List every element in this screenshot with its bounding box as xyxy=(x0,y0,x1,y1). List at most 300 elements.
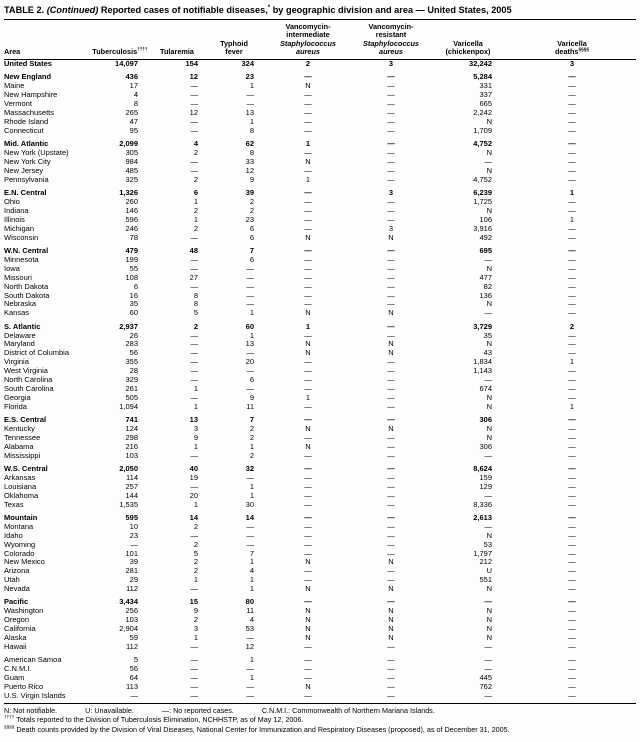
area-cell: Indiana xyxy=(4,206,29,215)
value-cell-typhoid-fever: 1 xyxy=(249,558,254,567)
table-row xyxy=(4,483,636,492)
value-cell-typhoid-fever: 7 xyxy=(249,549,254,558)
value-cell-varicella-chickenpox: N xyxy=(486,206,492,215)
value-cell-tularemia: 1 xyxy=(193,384,198,393)
table-row xyxy=(4,376,636,385)
value-cell-tuberculosis: 47 xyxy=(129,118,138,127)
header-line: Varicella xyxy=(453,38,483,48)
value-cell-tularemia: 27 xyxy=(189,273,198,282)
header-footnote-marker: †††† xyxy=(137,47,148,53)
table-row xyxy=(4,625,636,634)
value-cell-vancomycin-resistant-staphylococcus-aureus: — xyxy=(387,500,395,509)
value-cell-vancomycin-resistant-staphylococcus-aureus: — xyxy=(387,126,395,135)
table-header xyxy=(4,20,636,59)
value-cell-vancomycin-resistant-staphylococcus-aureus: — xyxy=(387,513,395,522)
value-cell-vancomycin-intermediate-staphylococcus-aureus: — xyxy=(304,264,312,273)
value-cell-varicella-chickenpox: — xyxy=(484,255,492,264)
value-cell-vancomycin-resistant-staphylococcus-aureus: — xyxy=(387,473,395,482)
value-cell-vancomycin-intermediate-staphylococcus-aureus: — xyxy=(304,433,312,442)
header-line: Vancomycin- xyxy=(368,22,414,31)
area-cell: E.S. Central xyxy=(4,416,47,425)
value-cell-typhoid-fever: 7 xyxy=(249,246,254,255)
area-cell: Alabama xyxy=(4,442,34,451)
value-cell-vancomycin-resistant-staphylococcus-aureus: — xyxy=(387,322,395,331)
value-cell-tuberculosis: 199 xyxy=(125,255,138,264)
value-cell-varicella-chickenpox: N xyxy=(486,433,492,442)
area-cell: Mid. Atlantic xyxy=(4,140,49,149)
value-cell-vancomycin-intermediate-staphylococcus-aureus: — xyxy=(304,189,312,198)
value-cell-vancomycin-resistant-staphylococcus-aureus: — xyxy=(387,522,395,531)
value-cell-tularemia: 12 xyxy=(189,109,198,118)
column-header-tuberculosis xyxy=(92,23,148,56)
value-cell-vancomycin-intermediate-staphylococcus-aureus: — xyxy=(304,576,312,585)
value-cell-tuberculosis: 144 xyxy=(125,491,138,500)
value-cell-varicella-chickenpox: 3,916 xyxy=(473,224,492,233)
value-cell-vancomycin-resistant-staphylococcus-aureus: — xyxy=(387,567,395,576)
value-cell-typhoid-fever: — xyxy=(246,683,254,691)
value-cell-vancomycin-intermediate-staphylococcus-aureus: — xyxy=(304,473,312,482)
area-cell: District of Columbia xyxy=(4,349,70,358)
value-cell-varicella-chickenpox: 32,242 xyxy=(469,59,492,69)
value-cell-vancomycin-resistant-staphylococcus-aureus: — xyxy=(387,393,395,402)
table-row xyxy=(4,234,636,243)
value-cell-typhoid-fever: 62 xyxy=(245,140,254,149)
value-cell-typhoid-fever: 6 xyxy=(249,233,254,242)
value-cell-vancomycin-intermediate-staphylococcus-aureus: — xyxy=(304,331,312,340)
table-row xyxy=(4,256,636,265)
table-title-desc: Reported cases of notifiable diseases, xyxy=(100,5,268,15)
value-cell-tuberculosis: 741 xyxy=(125,416,138,425)
value-cell-tuberculosis: 78 xyxy=(129,233,138,242)
value-cell-tularemia: — xyxy=(190,585,198,594)
value-cell-varicella-deaths: — xyxy=(568,531,576,540)
table-row xyxy=(4,323,636,332)
value-cell-varicella-deaths: — xyxy=(568,522,576,531)
value-cell-typhoid-fever: 6 xyxy=(249,224,254,233)
value-cell-tularemia: 8 xyxy=(193,300,198,309)
value-cell-vancomycin-resistant-staphylococcus-aureus: — xyxy=(387,291,395,300)
area-cell: Washington xyxy=(4,607,44,616)
value-cell-varicella-chickenpox: 5,284 xyxy=(473,73,492,82)
value-cell-tularemia: 1 xyxy=(193,576,198,585)
value-cell-vancomycin-intermediate-staphylococcus-aureus: — xyxy=(304,273,312,282)
value-cell-vancomycin-intermediate-staphylococcus-aureus: — xyxy=(304,358,312,367)
value-cell-tularemia: — xyxy=(190,367,198,376)
value-cell-varicella-chickenpox: 1,709 xyxy=(473,126,492,135)
value-cell-typhoid-fever: 11 xyxy=(246,402,254,411)
value-cell-tuberculosis: 56 xyxy=(129,665,138,674)
value-cell-varicella-chickenpox: 1,834 xyxy=(473,358,492,367)
area-cell: Pacific xyxy=(4,598,29,607)
value-cell-tularemia: — xyxy=(190,340,198,349)
table-row xyxy=(4,550,636,559)
value-cell-varicella-deaths: — xyxy=(568,585,576,594)
value-cell-varicella-chickenpox: 35 xyxy=(483,331,492,340)
value-cell-typhoid-fever: 9 xyxy=(249,175,254,184)
value-cell-vancomycin-intermediate-staphylococcus-aureus: 1 xyxy=(305,393,311,402)
value-cell-typhoid-fever: 1 xyxy=(249,585,254,594)
area-cell: W.S. Central xyxy=(4,464,48,473)
value-cell-tularemia: 2 xyxy=(193,558,198,567)
value-cell-typhoid-fever: 1 xyxy=(249,331,254,340)
value-cell-varicella-chickenpox: — xyxy=(484,522,492,531)
area-cell: Hawaii xyxy=(4,642,27,651)
value-cell-tularemia: — xyxy=(190,656,198,665)
table-row xyxy=(4,149,636,158)
value-cell-varicella-chickenpox: — xyxy=(484,451,492,460)
value-cell-tuberculosis: 59 xyxy=(129,634,138,643)
value-cell-varicella-deaths: 1 xyxy=(569,215,575,224)
table-row xyxy=(4,465,636,474)
value-cell-typhoid-fever: 9 xyxy=(249,393,254,402)
table-row xyxy=(4,665,636,674)
value-cell-varicella-chickenpox: 1,797 xyxy=(473,549,492,558)
area-cell: New York City xyxy=(4,158,51,167)
value-cell-vancomycin-resistant-staphylococcus-aureus: — xyxy=(387,282,395,291)
header-line: fever xyxy=(225,46,243,56)
header-line: aureus xyxy=(379,46,403,56)
value-cell-typhoid-fever: 12 xyxy=(245,166,254,175)
value-cell-varicella-deaths: — xyxy=(568,384,576,393)
table-title-desc2: by geographic division and area — United States, 2005 xyxy=(272,5,512,15)
table-row xyxy=(4,176,636,185)
table-row xyxy=(4,514,636,523)
value-cell-typhoid-fever: 2 xyxy=(249,424,254,433)
value-cell-tularemia: — xyxy=(190,482,198,491)
data-table xyxy=(4,59,636,701)
value-cell-vancomycin-intermediate-staphylococcus-aureus: N xyxy=(305,585,311,594)
value-cell-typhoid-fever: — xyxy=(246,473,254,482)
value-cell-varicella-chickenpox: 129 xyxy=(479,482,492,491)
value-cell-tularemia: — xyxy=(190,82,198,91)
value-cell-vancomycin-intermediate-staphylococcus-aureus: — xyxy=(304,166,312,175)
value-cell-typhoid-fever: 1 xyxy=(249,309,254,318)
value-cell-typhoid-fever: — xyxy=(246,100,254,109)
value-cell-varicella-chickenpox: 492 xyxy=(479,233,492,242)
table-row xyxy=(4,367,636,376)
value-cell-varicella-deaths: — xyxy=(568,264,576,273)
value-cell-varicella-chickenpox: N xyxy=(486,118,492,127)
value-cell-tuberculosis: 35 xyxy=(129,300,138,309)
area-cell: Texas xyxy=(4,500,24,509)
value-cell-varicella-deaths: — xyxy=(568,82,576,91)
value-cell-varicella-deaths: — xyxy=(568,300,576,309)
area-cell: New Hampshire xyxy=(4,91,58,100)
value-cell-tuberculosis: 485 xyxy=(125,166,138,175)
value-cell-vancomycin-intermediate-staphylococcus-aureus: N xyxy=(305,424,311,433)
value-cell-vancomycin-resistant-staphylococcus-aureus: — xyxy=(387,491,395,500)
value-cell-tularemia: 2 xyxy=(193,322,198,331)
area-cell: Montana xyxy=(4,522,34,531)
value-cell-varicella-chickenpox: 762 xyxy=(479,683,492,691)
value-cell-varicella-deaths: — xyxy=(568,656,576,665)
area-cell: New England xyxy=(4,73,52,82)
area-cell: Pennsylvania xyxy=(4,175,49,184)
value-cell-varicella-chickenpox: 306 xyxy=(479,416,492,425)
value-cell-typhoid-fever: 2 xyxy=(249,451,254,460)
value-cell-tuberculosis: 124 xyxy=(125,424,138,433)
value-cell-typhoid-fever: 20 xyxy=(245,358,254,367)
value-cell-varicella-chickenpox: N xyxy=(486,625,492,634)
area-cell: Oklahoma xyxy=(4,491,39,500)
area-cell: Virginia xyxy=(4,358,29,367)
area-cell: U.S. Virgin Islands xyxy=(4,691,66,700)
table-row xyxy=(4,674,636,683)
value-cell-varicella-deaths: 1 xyxy=(569,189,575,198)
value-cell-vancomycin-intermediate-staphylococcus-aureus: — xyxy=(304,491,312,500)
table-row xyxy=(4,532,636,541)
value-cell-vancomycin-intermediate-staphylococcus-aureus: 1 xyxy=(305,140,311,149)
value-cell-vancomycin-resistant-staphylococcus-aureus: N xyxy=(388,607,394,616)
value-cell-tularemia: — xyxy=(190,376,198,385)
value-cell-vancomycin-intermediate-staphylococcus-aureus: N xyxy=(305,349,311,358)
value-cell-varicella-deaths: — xyxy=(568,442,576,451)
value-cell-tuberculosis: 436 xyxy=(125,73,138,82)
value-cell-varicella-chickenpox: 695 xyxy=(479,246,492,255)
value-cell-tuberculosis: 305 xyxy=(125,149,138,158)
value-cell-tuberculosis: 113 xyxy=(126,683,138,691)
value-cell-tuberculosis: 984 xyxy=(125,158,138,167)
area-cell: Mountain xyxy=(4,513,38,522)
area-cell: E.N. Central xyxy=(4,189,47,198)
value-cell-tularemia: 2 xyxy=(193,540,198,549)
header-line: Staphylococcus xyxy=(280,38,336,48)
value-cell-varicella-deaths: — xyxy=(568,634,576,643)
table-row xyxy=(4,274,636,283)
value-cell-varicella-deaths: — xyxy=(568,140,576,149)
value-cell-tuberculosis: 56 xyxy=(129,349,138,358)
value-cell-vancomycin-resistant-staphylococcus-aureus: 3 xyxy=(388,59,394,69)
value-cell-varicella-chickenpox: — xyxy=(484,642,492,651)
value-cell-tuberculosis: 29 xyxy=(129,576,138,585)
header-line: Vancomycin- xyxy=(285,22,331,31)
value-cell-vancomycin-intermediate-staphylococcus-aureus: — xyxy=(304,549,312,558)
value-cell-varicella-deaths: — xyxy=(568,607,576,616)
value-cell-varicella-deaths: — xyxy=(568,549,576,558)
header-footnote-marker: §§§§ xyxy=(578,47,590,53)
value-cell-tuberculosis: 114 xyxy=(126,473,138,482)
value-cell-vancomycin-intermediate-staphylococcus-aureus: — xyxy=(304,531,312,540)
value-cell-vancomycin-resistant-staphylococcus-aureus: — xyxy=(387,598,395,607)
value-cell-tuberculosis: 10 xyxy=(129,522,138,531)
header-line: Tuberculosis†††† xyxy=(92,46,148,56)
value-cell-vancomycin-intermediate-staphylococcus-aureus: N xyxy=(305,82,311,91)
value-cell-varicella-deaths: — xyxy=(568,149,576,158)
value-cell-vancomycin-resistant-staphylococcus-aureus: N xyxy=(388,424,394,433)
value-cell-typhoid-fever: — xyxy=(246,522,254,531)
value-cell-varicella-chickenpox: 337 xyxy=(479,91,492,100)
value-cell-vancomycin-intermediate-staphylococcus-aureus: — xyxy=(304,291,312,300)
value-cell-tuberculosis: 14,097 xyxy=(115,59,138,69)
table-row xyxy=(4,394,636,403)
value-cell-vancomycin-intermediate-staphylococcus-aureus: — xyxy=(304,384,312,393)
table-row xyxy=(4,82,636,91)
header-line: Area xyxy=(4,46,21,56)
value-cell-vancomycin-resistant-staphylococcus-aureus: — xyxy=(387,264,395,273)
value-cell-varicella-deaths: — xyxy=(568,464,576,473)
table-row xyxy=(4,541,636,550)
value-cell-varicella-deaths: — xyxy=(568,273,576,282)
table-row xyxy=(4,403,636,412)
footnote-tuberculosis xyxy=(4,715,636,724)
table-row xyxy=(4,349,636,358)
value-cell-tularemia: 20 xyxy=(189,491,198,500)
value-cell-varicella-deaths: — xyxy=(568,198,576,207)
value-cell-tuberculosis: 246 xyxy=(125,224,138,233)
value-cell-varicella-deaths: — xyxy=(568,367,576,376)
value-cell-vancomycin-resistant-staphylococcus-aureus: — xyxy=(387,118,395,127)
value-cell-vancomycin-resistant-staphylococcus-aureus: — xyxy=(387,376,395,385)
value-cell-tuberculosis: 6 xyxy=(133,282,138,291)
table-row xyxy=(4,474,636,483)
value-cell-vancomycin-resistant-staphylococcus-aureus: — xyxy=(387,175,395,184)
table-row xyxy=(4,558,636,567)
area-cell: American Samoa xyxy=(4,656,62,665)
value-cell-tularemia: 1 xyxy=(193,402,198,411)
value-cell-tuberculosis: 26 xyxy=(129,331,138,340)
value-cell-varicella-deaths: — xyxy=(568,331,576,340)
value-cell-varicella-deaths: — xyxy=(568,73,576,82)
value-cell-varicella-deaths: — xyxy=(568,558,576,567)
value-cell-vancomycin-intermediate-staphylococcus-aureus: — xyxy=(304,282,312,291)
value-cell-typhoid-fever: — xyxy=(246,384,254,393)
value-cell-vancomycin-intermediate-staphylococcus-aureus: — xyxy=(304,109,312,118)
value-cell-varicella-chickenpox: — xyxy=(484,491,492,500)
value-cell-varicella-chickenpox: — xyxy=(484,656,492,665)
table-row xyxy=(4,434,636,443)
value-cell-varicella-chickenpox: 43 xyxy=(483,349,492,358)
value-cell-tularemia: 1 xyxy=(193,442,198,451)
value-cell-typhoid-fever: — xyxy=(246,634,254,643)
value-cell-tularemia: 3 xyxy=(193,625,198,634)
value-cell-tularemia: — xyxy=(190,674,198,683)
value-cell-tuberculosis: 39 xyxy=(129,558,138,567)
table-body xyxy=(4,60,636,701)
area-cell: Alaska xyxy=(4,634,27,643)
area-cell: Nevada xyxy=(4,585,30,594)
value-cell-vancomycin-resistant-staphylococcus-aureus: — xyxy=(387,416,395,425)
footnote-varicella-deaths xyxy=(4,725,636,734)
value-cell-varicella-deaths: — xyxy=(568,576,576,585)
value-cell-tuberculosis: 1,535 xyxy=(119,500,138,509)
value-cell-typhoid-fever: 12 xyxy=(245,642,254,651)
area-cell: Oregon xyxy=(4,616,30,625)
table-row xyxy=(4,247,636,256)
table-row xyxy=(4,616,636,625)
value-cell-vancomycin-intermediate-staphylococcus-aureus: — xyxy=(304,215,312,224)
table-row xyxy=(4,189,636,198)
header-line: Varicella xyxy=(557,38,587,48)
area-cell: Idaho xyxy=(4,531,23,540)
value-cell-tularemia: 8 xyxy=(193,291,198,300)
value-cell-varicella-chickenpox: 106 xyxy=(479,215,492,224)
value-cell-tuberculosis: 103 xyxy=(125,451,138,460)
value-cell-typhoid-fever: 8 xyxy=(249,126,254,135)
table-row xyxy=(4,634,636,643)
value-cell-varicella-deaths: — xyxy=(568,291,576,300)
value-cell-varicella-chickenpox: N xyxy=(486,607,492,616)
value-cell-vancomycin-intermediate-staphylococcus-aureus: — xyxy=(304,642,312,651)
value-cell-typhoid-fever: 1 xyxy=(249,674,254,683)
value-cell-varicella-deaths: — xyxy=(568,567,576,576)
value-cell-varicella-chickenpox: N xyxy=(486,424,492,433)
area-cell: Nebraska xyxy=(4,300,37,309)
value-cell-tularemia: — xyxy=(190,691,198,700)
value-cell-tularemia: — xyxy=(190,166,198,175)
legend-unavailable: U: Unavailable. xyxy=(85,705,134,715)
area-cell: New Jersey xyxy=(4,166,44,175)
table-row xyxy=(4,340,636,349)
area-cell: New York (Upstate) xyxy=(4,149,69,158)
value-cell-typhoid-fever: 324 xyxy=(241,59,254,69)
value-cell-typhoid-fever: 4 xyxy=(249,616,254,625)
value-cell-tularemia: 154 xyxy=(185,59,198,69)
value-cell-tuberculosis: 281 xyxy=(125,567,138,576)
table-row xyxy=(4,158,636,167)
value-cell-tuberculosis: 8 xyxy=(133,100,138,109)
column-header-tularemia xyxy=(148,23,206,56)
table-title-label: TABLE 2. xyxy=(4,5,45,15)
area-cell: South Carolina xyxy=(4,384,54,393)
value-cell-varicella-chickenpox: — xyxy=(484,691,492,700)
value-cell-tuberculosis: 257 xyxy=(125,482,138,491)
value-cell-varicella-deaths: 1 xyxy=(569,358,575,367)
value-cell-typhoid-fever: 2 xyxy=(249,198,254,207)
value-cell-tuberculosis: 112 xyxy=(126,642,138,651)
value-cell-varicella-deaths: — xyxy=(568,625,576,634)
value-cell-vancomycin-intermediate-staphylococcus-aureus: — xyxy=(304,126,312,135)
value-cell-typhoid-fever: — xyxy=(246,540,254,549)
value-cell-typhoid-fever: — xyxy=(246,691,254,700)
value-cell-typhoid-fever: 80 xyxy=(245,598,254,607)
area-cell: Kansas xyxy=(4,309,30,318)
value-cell-tularemia: 1 xyxy=(193,634,198,643)
value-cell-vancomycin-intermediate-staphylococcus-aureus: — xyxy=(304,500,312,509)
value-cell-vancomycin-intermediate-staphylococcus-aureus: — xyxy=(304,464,312,473)
table-row xyxy=(4,683,636,692)
value-cell-tuberculosis: 1,326 xyxy=(119,189,138,198)
area-cell: United States xyxy=(4,59,52,69)
value-cell-vancomycin-resistant-staphylococcus-aureus: — xyxy=(387,198,395,207)
value-cell-vancomycin-resistant-staphylococcus-aureus: N xyxy=(388,558,394,567)
column-header-typhoid-fever xyxy=(206,23,262,56)
value-cell-vancomycin-resistant-staphylococcus-aureus: — xyxy=(387,166,395,175)
value-cell-varicella-chickenpox: N xyxy=(486,531,492,540)
value-cell-tuberculosis: 595 xyxy=(125,513,138,522)
value-cell-tuberculosis: — xyxy=(130,691,138,700)
value-cell-varicella-deaths: — xyxy=(568,416,576,425)
value-cell-varicella-chickenpox: 159 xyxy=(479,473,492,482)
value-cell-tularemia: 2 xyxy=(193,149,198,158)
column-header-vancomycin-resistant-staphylococcus-aureus xyxy=(354,23,428,56)
value-cell-tularemia: 2 xyxy=(193,522,198,531)
table-row xyxy=(4,585,636,594)
value-cell-vancomycin-resistant-staphylococcus-aureus: — xyxy=(387,451,395,460)
value-cell-vancomycin-intermediate-staphylococcus-aureus: N xyxy=(305,625,311,634)
value-cell-vancomycin-resistant-staphylococcus-aureus: 3 xyxy=(388,224,394,233)
value-cell-vancomycin-resistant-staphylococcus-aureus: N xyxy=(388,625,394,634)
value-cell-tuberculosis: 325 xyxy=(125,175,138,184)
value-cell-tularemia: — xyxy=(190,642,198,651)
column-header-varicella-chickenpox xyxy=(428,23,508,56)
value-cell-tuberculosis: 479 xyxy=(125,246,138,255)
value-cell-vancomycin-intermediate-staphylococcus-aureus: — xyxy=(304,367,312,376)
value-cell-tularemia: — xyxy=(190,255,198,264)
value-cell-vancomycin-resistant-staphylococcus-aureus: — xyxy=(387,82,395,91)
value-cell-tuberculosis: 108 xyxy=(125,273,138,282)
value-cell-varicella-chickenpox: 8,624 xyxy=(473,464,492,473)
value-cell-varicella-deaths: — xyxy=(568,206,576,215)
